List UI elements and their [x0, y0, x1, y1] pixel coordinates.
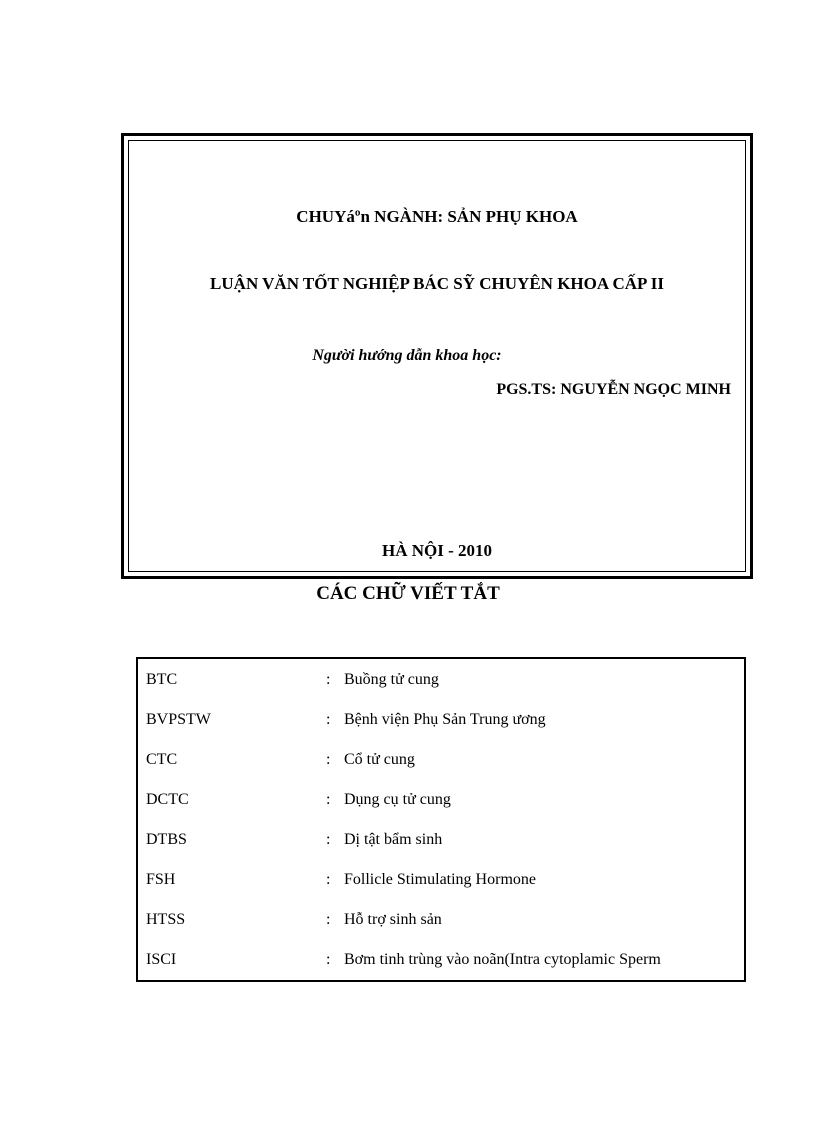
table-row [138, 699, 744, 739]
abbreviation-key: BVPSTW [146, 711, 211, 728]
abbreviation-separator: : [326, 951, 331, 968]
advisor-name: PGS.TS: NGUYỄN NGỌC MINH [496, 381, 731, 398]
table-row [138, 739, 744, 779]
abbreviation-key: BTC [146, 671, 178, 688]
abbreviation-key: HTSS [146, 911, 186, 928]
abbreviation-value: Dụng cụ tử cung [344, 791, 451, 808]
abbreviation-key: DTBS [146, 831, 187, 848]
abbreviation-value: Bệnh viện Phụ Sản Trung ương [344, 711, 546, 728]
abbreviation-value: Cổ tử cung [344, 751, 415, 768]
abbreviation-value: Bơm tinh trùng vào noãn(Intra cytoplamic Sperm [344, 951, 661, 968]
abbreviations-title: CÁC CHỮ VIẾT TẮT [316, 583, 500, 604]
abbreviation-value: Dị tật bẩm sinh [344, 831, 443, 848]
abbreviation-separator: : [326, 831, 331, 848]
abbreviation-key: CTC [146, 751, 178, 768]
cover-inner-frame [128, 140, 746, 572]
abbreviation-key: FSH [146, 871, 176, 888]
abbreviation-separator: : [326, 911, 331, 928]
thesis-heading: LUẬN VĂN TỐT NGHIỆP BÁC SỸ CHUYÊN KHOA CẤP II [210, 274, 664, 293]
abbreviations-table [136, 657, 746, 982]
cover-frame [121, 133, 753, 579]
abbreviation-value: Hỗ trợ sinh sản [344, 911, 442, 928]
abbreviation-key: ISCI [146, 951, 177, 968]
abbreviation-value: Buồng tử cung [344, 671, 439, 688]
specialty-heading: CHUYáºn NGÀNH: SẢN PHỤ KHOA [296, 207, 578, 226]
table-row [138, 859, 744, 899]
table-row [138, 659, 744, 699]
abbreviation-separator: : [326, 711, 331, 728]
abbreviation-separator: : [326, 791, 331, 808]
table-row [138, 779, 744, 819]
abbreviation-separator: : [326, 751, 331, 768]
abbreviation-separator: : [326, 871, 331, 888]
city-year: HÀ NỘI - 2010 [381, 541, 493, 560]
table-row [138, 899, 744, 939]
table-row [138, 939, 744, 979]
abbreviation-key: DCTC [146, 791, 189, 808]
table-row [138, 819, 744, 859]
abbreviation-value: Follicle Stimulating Hormone [344, 871, 536, 888]
advisor-label: Người hướng dẫn khoa học: [312, 347, 502, 364]
abbreviation-separator: : [326, 671, 331, 688]
